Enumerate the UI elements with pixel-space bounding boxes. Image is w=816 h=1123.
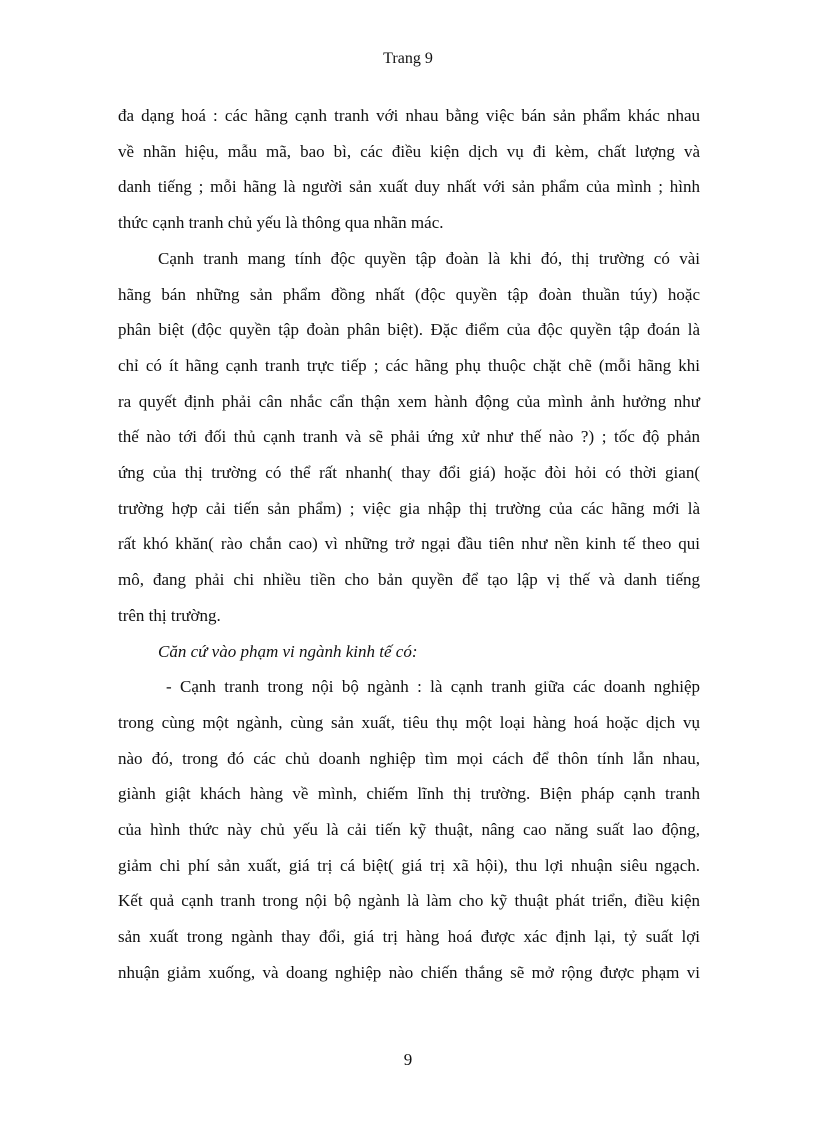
text-line: Căn cứ vào phạm vi ngành kinh tế có: [158,641,418,661]
text-line: đa dạng hoá : các hãng cạnh tranh với nhau bằng việc bán sản phẩm khác nhau [118,106,700,125]
text-line: trong cùng một ngành, cùng sản xuất, tiêu thụ một loại hàng hoá hoặc dịch vụ [118,712,700,732]
text-line: thức cạnh tranh chủ yếu là thông qua nhãn mác. [118,213,444,233]
text-line: nhuận giảm xuống, và doang nghiệp nào chiến thắng sẽ mở rộng được phạm vi [118,962,700,982]
text-line: phân biệt (độc quyền tập đoàn phân biệt). Đặc điểm của độc quyền tập đoán là [118,320,700,340]
body-text [118,98,700,991]
text-line: danh tiếng ; mỗi hãng là người sản xuất duy nhất với sản phẩm của mình ; hình [118,177,700,197]
text-line: ra quyết định phải cân nhắc cẩn thận xem hành động của mình ảnh hưởng như [118,391,700,411]
text-line: giảm chi phí sản xuất, giá trị cá biệt( giá trị xã hội), thu lợi nhuận siêu ngạch. [118,855,700,875]
text-line: trường hợp cải tiến sản phẩm) ; việc gia nhập thị trường của các hãng mới là [118,498,700,518]
text-line: hãng bán những sản phẩm đồng nhất (độc quyền tập đoàn thuần túy) hoặc [118,284,700,304]
text-line: Cạnh tranh mang tính độc quyền tập đoàn là khi đó, thị trường có vài [158,248,700,268]
text-line: - Cạnh tranh trong nội bộ ngành : là cạnh tranh giữa các doanh nghiệp [166,677,700,697]
text-line: rất khó khăn( rào chắn cao) vì những trở ngại đầu tiên như nền kinh tế theo qui [118,534,700,554]
text-line: sản xuất trong ngành thay đổi, giá trị hàng hoá được xác định lại, tỷ suất lợi [118,927,700,947]
text-line: mô, đang phải chi nhiều tiền cho bản quyền để tạo lập vị thế và danh tiếng [118,570,700,590]
text-line: về nhãn hiệu, mẫu mã, bao bì, các điều kiện dịch vụ đi kèm, chất lượng và [118,141,700,161]
page-number: 9 [403,1050,413,1069]
page-header: Trang 9 [383,50,433,67]
text-line: thế nào tới đối thủ cạnh tranh và sẽ phải ứng xử như thế nào ?) ; tốc độ phản [118,427,700,447]
text-line: của hình thức này chủ yếu là cải tiến kỹ thuật, nâng cao năng suất lao động, [118,820,700,840]
text-line: trên thị trường. [118,605,221,625]
text-line: Kết quả cạnh tranh trong nội bộ ngành là làm cho kỹ thuật phát triển, điều kiện [118,891,700,911]
text-line: nào đó, trong đó các chủ doanh nghiệp tìm mọi cách để thôn tính lẫn nhau, [118,748,700,768]
text-line: chỉ có ít hãng cạnh tranh trực tiếp ; các hãng phụ thuộc chặt chẽ (mỗi hãng khi [118,355,700,375]
text-line: ứng của thị trường có thể rất nhanh( thay đổi giá) hoặc đòi hỏi có thời gian( [118,463,700,483]
text-line: giành giật khách hàng về mình, chiếm lĩnh thị trường. Biện pháp cạnh tranh [118,784,700,804]
